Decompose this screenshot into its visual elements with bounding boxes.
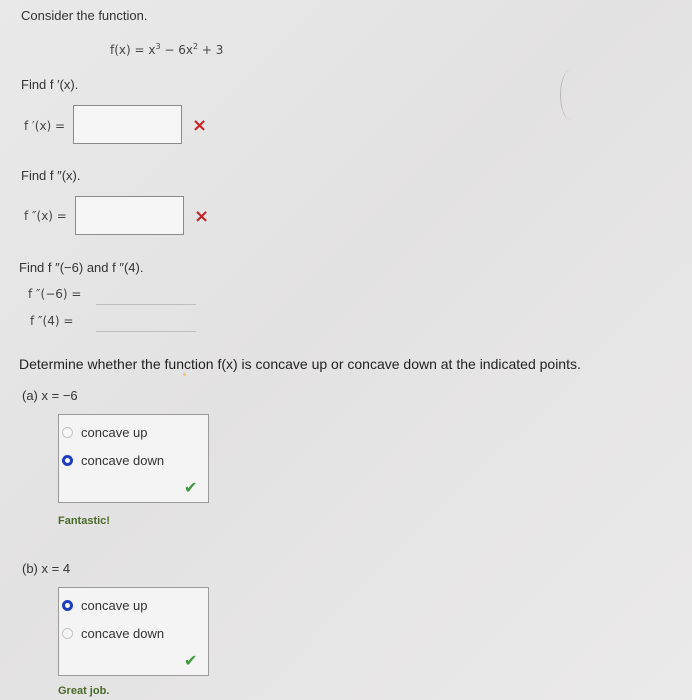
part3-label-b: f ″(4) = bbox=[30, 314, 74, 328]
part-a-option-concave-up[interactable]: concave up bbox=[62, 425, 148, 440]
function-definition: $f(x) = x^3 - 6x^2 + 3$ bbox=[110, 42, 224, 57]
second-derivative-at-4-input[interactable] bbox=[96, 331, 196, 332]
part-b-option-concave-up[interactable]: concave up bbox=[62, 598, 148, 613]
part-a-option-concave-down[interactable]: concave down bbox=[62, 453, 164, 468]
problem-prompt: Consider the function. bbox=[21, 8, 148, 23]
incorrect-icon: × bbox=[192, 115, 208, 136]
first-derivative-input[interactable] bbox=[73, 105, 182, 144]
part-b-label: (b) x = 4 bbox=[22, 561, 71, 576]
concavity-prompt: Determine whether the function f(x) is concave up or concave down at the indicated points. bbox=[19, 356, 581, 372]
background-smudge bbox=[560, 70, 581, 120]
part-a-label: (a) x = −6 bbox=[22, 388, 78, 403]
radio-selected-icon[interactable] bbox=[62, 455, 73, 466]
part3-label-a: f ″(−6) = bbox=[28, 287, 82, 301]
correct-check-icon: ✔ bbox=[184, 478, 198, 497]
part-a-feedback: Fantastic! bbox=[58, 515, 110, 527]
decorative-dot bbox=[183, 373, 186, 376]
part-a-options-box bbox=[58, 414, 209, 503]
second-derivative-input[interactable] bbox=[75, 196, 184, 235]
part2-label: f ″(x) = bbox=[24, 209, 67, 223]
correct-check-icon: ✔ bbox=[184, 651, 198, 670]
part1-label: f ′(x) = bbox=[24, 119, 66, 133]
second-derivative-at-neg6-input[interactable] bbox=[96, 304, 196, 305]
part-b-option-concave-down[interactable]: concave down bbox=[62, 626, 164, 641]
part3-instruction: Find f ″(−6) and f ″(4). bbox=[19, 260, 144, 275]
part1-instruction: Find f ′(x). bbox=[21, 77, 79, 92]
radio-selected-icon[interactable] bbox=[62, 600, 73, 611]
part-b-options-box bbox=[58, 587, 209, 676]
incorrect-icon: × bbox=[194, 206, 210, 227]
radio-unselected-icon[interactable] bbox=[62, 427, 73, 438]
part-b-feedback: Great job. bbox=[58, 685, 110, 697]
radio-unselected-icon[interactable] bbox=[62, 628, 73, 639]
part2-instruction: Find f ″(x). bbox=[21, 168, 81, 183]
